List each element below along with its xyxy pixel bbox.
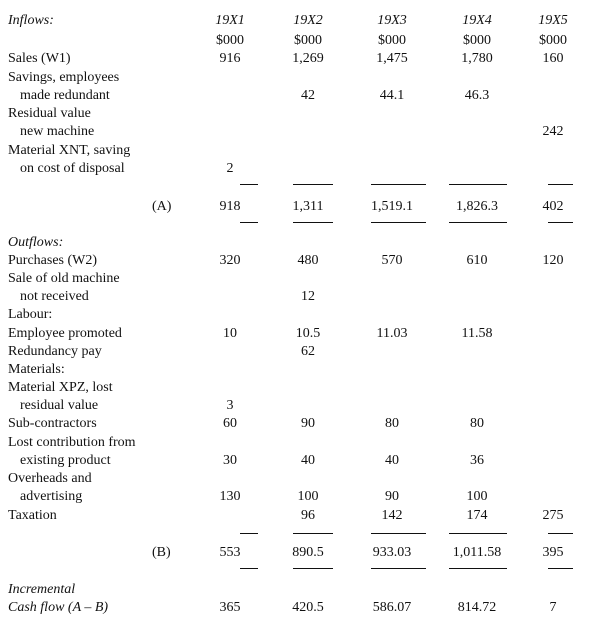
table-row bbox=[0, 581, 606, 599]
row-label: on cost of disposal bbox=[20, 161, 125, 176]
total-label: (B) bbox=[152, 545, 171, 560]
cell: 610 bbox=[466, 253, 488, 268]
rule-line bbox=[548, 184, 573, 185]
cell: 174 bbox=[466, 508, 488, 523]
rule-line bbox=[293, 533, 333, 534]
cell: 40 bbox=[385, 453, 399, 468]
cell: 402 bbox=[542, 199, 564, 214]
table-row bbox=[0, 123, 606, 141]
cell: 11.58 bbox=[461, 326, 493, 341]
cell: 918 bbox=[219, 199, 241, 214]
table-row bbox=[0, 160, 606, 178]
cell: 1,011.58 bbox=[452, 545, 502, 560]
cell: 120 bbox=[542, 253, 564, 268]
cell: 11.03 bbox=[376, 326, 408, 341]
cell: 42 bbox=[301, 88, 315, 103]
year-header: 19X5 bbox=[538, 13, 568, 28]
rule-line bbox=[548, 533, 573, 534]
rule-line bbox=[449, 533, 507, 534]
cell: 44.1 bbox=[379, 88, 405, 103]
rule-line bbox=[240, 533, 258, 534]
rule-line bbox=[449, 568, 507, 569]
cell: 10 bbox=[223, 326, 237, 341]
table-row-total-b bbox=[0, 544, 606, 562]
cell: 395 bbox=[542, 545, 564, 560]
row-label: Incremental bbox=[8, 582, 76, 597]
table-row bbox=[0, 397, 606, 415]
cell: 916 bbox=[219, 51, 241, 66]
cell: 160 bbox=[542, 51, 564, 66]
outflows-heading-row bbox=[0, 234, 606, 252]
rule-line bbox=[240, 568, 258, 569]
rule-line bbox=[371, 222, 426, 223]
cell: 12 bbox=[301, 289, 315, 304]
cell: 7 bbox=[549, 600, 557, 615]
row-label: existing product bbox=[20, 453, 111, 468]
rule-line bbox=[371, 568, 426, 569]
table-row bbox=[0, 507, 606, 525]
row-label: Taxation bbox=[8, 508, 57, 523]
materials-heading: Materials: bbox=[8, 362, 65, 377]
row-label: Residual value bbox=[8, 106, 91, 121]
table-row bbox=[0, 434, 606, 452]
year-header: 19X4 bbox=[462, 13, 492, 28]
cell: 570 bbox=[381, 253, 403, 268]
row-label: not received bbox=[20, 289, 89, 304]
table-row bbox=[0, 415, 606, 433]
table-row bbox=[0, 50, 606, 68]
cell: 90 bbox=[385, 489, 399, 504]
cell: 320 bbox=[219, 253, 241, 268]
cell: 242 bbox=[542, 124, 564, 139]
table-row bbox=[0, 270, 606, 288]
cell: 1,826.3 bbox=[456, 199, 498, 214]
rule-line bbox=[240, 184, 258, 185]
rule-line bbox=[240, 222, 258, 223]
table-row bbox=[0, 142, 606, 160]
unit-header: $000 bbox=[216, 33, 244, 48]
cell: 46.3 bbox=[464, 88, 490, 103]
row-label: Savings, employees bbox=[8, 70, 120, 85]
section-heading-row bbox=[0, 306, 606, 324]
cell: 10.5 bbox=[295, 326, 321, 341]
table-row bbox=[0, 288, 606, 306]
table-row bbox=[0, 379, 606, 397]
cell: 365 bbox=[219, 600, 241, 615]
cell: 1,269 bbox=[292, 51, 324, 66]
table-row bbox=[0, 87, 606, 105]
cell: 1,475 bbox=[376, 51, 408, 66]
row-label: Material XPZ, lost bbox=[8, 380, 113, 395]
cell: 60 bbox=[223, 416, 237, 431]
cell: 586.07 bbox=[372, 600, 412, 615]
cell: 80 bbox=[385, 416, 399, 431]
rule-line bbox=[548, 222, 573, 223]
row-label: Overheads and bbox=[8, 471, 92, 486]
cell: 890.5 bbox=[292, 545, 324, 560]
cell: 40 bbox=[301, 453, 315, 468]
table-row bbox=[0, 325, 606, 343]
row-label: Purchases (W2) bbox=[8, 253, 98, 268]
table-row-incremental bbox=[0, 599, 606, 617]
table-row bbox=[0, 470, 606, 488]
cell: 1,311 bbox=[292, 199, 324, 214]
rule-line bbox=[293, 222, 333, 223]
table-row bbox=[0, 69, 606, 87]
year-header: 19X3 bbox=[377, 13, 407, 28]
cell: 1,519.1 bbox=[371, 199, 413, 214]
rule-line bbox=[449, 222, 507, 223]
cell: 30 bbox=[223, 453, 237, 468]
rule-line bbox=[293, 568, 333, 569]
cell: 96 bbox=[301, 508, 315, 523]
total-label: (A) bbox=[152, 199, 172, 214]
cell: 100 bbox=[466, 489, 488, 504]
header-years-row bbox=[0, 12, 606, 30]
table-row bbox=[0, 105, 606, 123]
cell: 3 bbox=[226, 398, 234, 413]
cell: 2 bbox=[226, 161, 234, 176]
row-label: residual value bbox=[20, 398, 99, 413]
cell: 80 bbox=[470, 416, 484, 431]
table-row bbox=[0, 343, 606, 361]
inflows-heading: Inflows: bbox=[8, 13, 54, 28]
rule-line bbox=[371, 533, 426, 534]
cell: 553 bbox=[219, 545, 241, 560]
row-label: Sale of old machine bbox=[8, 271, 120, 286]
unit-header: $000 bbox=[294, 33, 322, 48]
row-label: Redundancy pay bbox=[8, 344, 102, 359]
cell: 36 bbox=[470, 453, 484, 468]
row-label: Employee promoted bbox=[8, 326, 122, 341]
cell: 420.5 bbox=[292, 600, 324, 615]
year-header: 19X2 bbox=[293, 13, 323, 28]
cell: 100 bbox=[297, 489, 319, 504]
row-label: advertising bbox=[20, 489, 83, 504]
rule-line bbox=[293, 184, 333, 185]
year-header: 19X1 bbox=[215, 13, 245, 28]
row-label: Material XNT, saving bbox=[8, 143, 131, 158]
labour-heading: Labour: bbox=[8, 307, 53, 322]
outflows-heading: Outflows: bbox=[8, 235, 64, 250]
rule-line bbox=[548, 568, 573, 569]
cell: 62 bbox=[301, 344, 315, 359]
row-label: Lost contribution from bbox=[8, 435, 136, 450]
table-row bbox=[0, 488, 606, 506]
row-label: Sales (W1) bbox=[8, 51, 71, 66]
header-unit-row bbox=[0, 32, 606, 50]
cell: 130 bbox=[219, 489, 241, 504]
row-label: Cash flow (A – B) bbox=[8, 600, 109, 615]
unit-header: $000 bbox=[539, 33, 567, 48]
cell: 90 bbox=[301, 416, 315, 431]
row-label: Sub-contractors bbox=[8, 416, 97, 431]
unit-header: $000 bbox=[378, 33, 406, 48]
cell: 275 bbox=[542, 508, 564, 523]
row-label: new machine bbox=[20, 124, 95, 139]
row-label: made redundant bbox=[20, 88, 110, 103]
table-row bbox=[0, 252, 606, 270]
rule-line bbox=[449, 184, 507, 185]
table-row-total-a bbox=[0, 198, 606, 216]
cell: 142 bbox=[381, 508, 403, 523]
section-heading-row bbox=[0, 361, 606, 379]
rule-line bbox=[371, 184, 426, 185]
unit-header: $000 bbox=[463, 33, 491, 48]
cell: 933.03 bbox=[372, 545, 412, 560]
table-row bbox=[0, 452, 606, 470]
cell: 814.72 bbox=[457, 600, 497, 615]
cell: 480 bbox=[297, 253, 319, 268]
cell: 1,780 bbox=[461, 51, 493, 66]
